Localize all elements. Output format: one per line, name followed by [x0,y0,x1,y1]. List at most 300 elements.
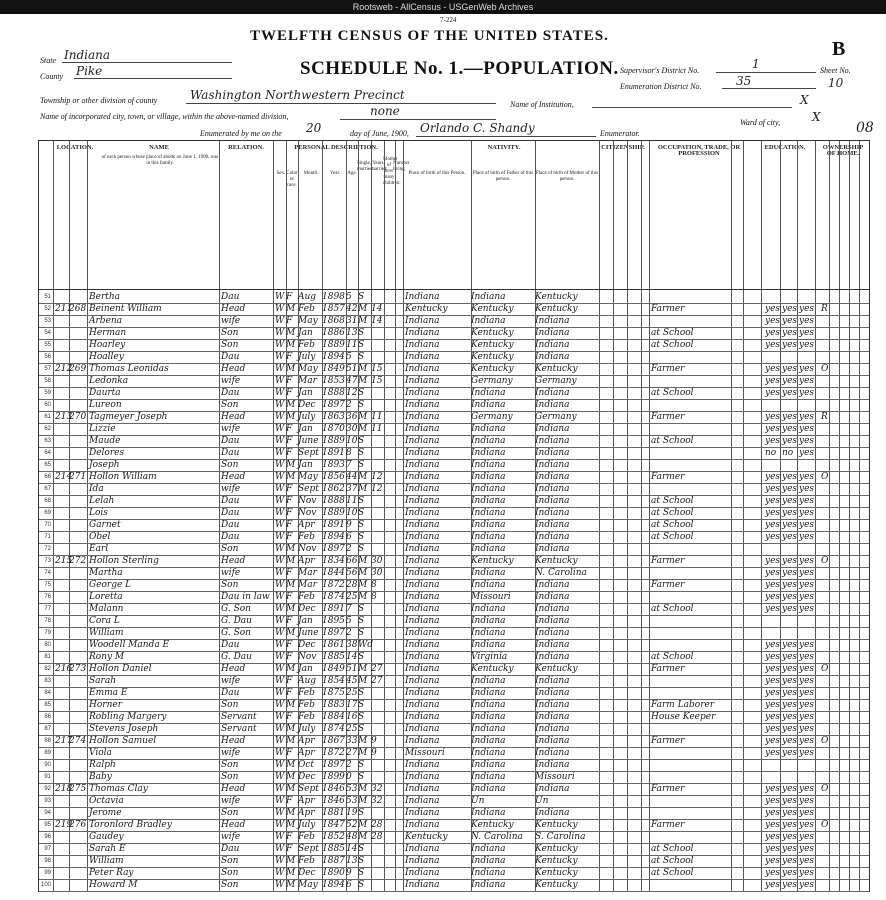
cell-rel: Son [221,328,239,338]
cell-ym: 8 [371,592,377,602]
cell-ym [371,531,384,543]
cell-name: Howard M [89,880,138,890]
cell-name: Arbena [89,316,123,326]
cell-born: Indiana [405,820,440,830]
cell-name: Joseph [89,460,120,470]
cell-mar: Wd [358,640,374,650]
cell-age: 10 [346,508,358,518]
cell-age: 2 [346,760,352,770]
cell-ym [371,639,384,651]
cell-dwell [55,435,69,447]
cell-mother: Indiana [535,580,570,590]
cell-born: Indiana [405,484,440,494]
cell-eng: yes [799,868,815,878]
cell-occ [651,591,731,603]
cell-father: Indiana [471,856,506,866]
cell-month: Dec [298,868,316,878]
cell-dwell [55,627,69,639]
cell-dwell [55,723,69,735]
cell-rel: Head [221,304,246,314]
cell-mother: Indiana [535,424,570,434]
cell-sex: F [286,844,293,854]
cell-mar: M [358,364,368,374]
cell-dwell [55,447,69,459]
cell-ym: 27 [371,664,383,674]
cell-ym [371,507,384,519]
cell-write: no [782,448,794,458]
line-number: 55 [44,342,51,348]
cell-dwell [55,495,69,507]
cell-race: W [275,568,285,578]
cell-age: 5 [346,292,352,302]
cell-fam [69,483,85,495]
cell-age: 7 [346,604,352,614]
cell-mother: Kentucky [535,880,578,890]
cell-rel: Son [221,544,239,554]
cell-own [821,459,831,471]
cell-born: Indiana [405,628,440,638]
cell-eng: yes [799,700,815,710]
cell-born: Indiana [405,400,440,410]
cell-write [782,291,798,303]
cell-father: Indiana [471,544,506,554]
cell-mar: M [358,796,368,806]
cell-own [821,687,831,699]
cell-write [782,459,798,471]
cell-year: 1857 [322,304,345,314]
cell-write: yes [782,832,798,842]
cell-own [821,615,831,627]
cell-ym: 30 [371,556,383,566]
cell-read: yes [765,640,781,650]
cell-ym [371,519,384,531]
cell-ym: 28 [371,832,383,842]
cell-dwell [55,675,69,687]
cell-father: Germany [471,412,513,422]
cell-eng: yes [799,724,815,734]
cell-race: W [275,640,285,650]
cell-read: yes [765,820,781,830]
cell-dwell [55,879,69,891]
cell-own [821,351,831,363]
cell-name: Lois [89,508,108,518]
cell-month: June [298,628,319,638]
cell-mother: Kentucky [535,364,578,374]
institution-mark: X [800,93,809,107]
cell-race: W [275,412,285,422]
cell-occ: House Keeper [651,712,716,722]
cell-read: yes [765,808,781,818]
cell-father: Indiana [471,388,506,398]
line-number: 60 [44,402,51,408]
cell-rel: Dau [221,388,240,398]
cell-dwell [55,567,69,579]
cell-sex: F [286,832,293,842]
cell-race: W [275,748,285,758]
cell-born: Indiana [405,724,440,734]
cell-month: Feb [298,856,315,866]
cell-eng: yes [799,472,815,482]
cell-father: Indiana [471,484,506,494]
cell-mar: S [358,856,365,866]
cell-name: Maude [89,436,121,446]
cell-year: 1891 [322,520,345,530]
cell-dwell [55,759,69,771]
cell-read [765,615,781,627]
cell-month: Apr [298,748,315,758]
cell-ym [371,771,384,783]
cell-sex: M [286,460,296,470]
cell-mar: S [358,700,365,710]
cell-race: W [275,796,285,806]
line-number: 82 [44,666,51,672]
cell-rel: Dau [221,520,240,530]
cell-occ: Farmer [651,736,685,746]
cell-mar: S [358,496,365,506]
cell-year: 1849 [322,364,345,374]
cell-ym [371,495,384,507]
cell-father: Indiana [471,520,506,530]
cell-born: Indiana [405,364,440,374]
cell-read: yes [765,652,781,662]
cell-write: yes [782,376,798,386]
cell-name: Stevens Joseph [89,724,159,734]
cell-occ: at School [651,532,694,542]
cell-year: 1881 [322,808,345,818]
cell-fam: 271 [69,472,87,482]
cell-name: Ledonka [89,376,129,386]
cell-occ: at School [651,436,694,446]
cell-dwell [55,747,69,759]
line-number: 62 [44,426,51,432]
form-number: 7-224 [440,16,457,24]
cell-age: 37 [346,484,358,494]
cell-father: Kentucky [471,352,514,362]
cell-year: 1893 [322,460,345,470]
cell-occ: at School [651,652,694,662]
cell-fam: 275 [69,784,87,794]
cell-father: Indiana [471,700,506,710]
cell-rel: Son [221,868,239,878]
cell-father: Indiana [471,496,506,506]
cell-write: yes [782,316,798,326]
cell-father: Indiana [471,424,506,434]
cell-read: yes [765,412,781,422]
cell-age: 52 [346,820,358,830]
cell-age: 66 [346,556,358,566]
cell-rel: Head [221,364,246,374]
cell-fam [69,339,85,351]
cell-age: 12 [346,388,358,398]
cell-own [821,495,831,507]
cell-read: yes [765,736,781,746]
cell-year: 1854 [322,676,345,686]
cell-occ: Farmer [651,664,685,674]
cell-fam: 272 [69,556,87,566]
cell-own [821,519,831,531]
nativity-header: NATIVITY. [487,144,521,151]
cell-mother: Indiana [535,640,570,650]
cell-eng: yes [799,520,815,530]
cell-race: W [275,688,285,698]
cell-rel: wife [221,316,241,326]
cell-occ [651,423,731,435]
cell-month: Sept [298,448,319,458]
cell-race: W [275,544,285,554]
cell-rel: Dau [221,496,240,506]
cell-eng: yes [799,316,815,326]
cell-year: 1888 [322,496,345,506]
cell-own [821,387,831,399]
cell-sex: M [286,808,296,818]
cell-fam [69,855,85,867]
cell-write: yes [782,340,798,350]
age-header: Age. [347,171,357,176]
cell-father: Indiana [471,880,506,890]
cell-month: Jan [298,388,313,398]
state-value: Indiana [64,48,111,62]
cell-dwell [55,867,69,879]
cell-mar: S [358,844,365,854]
cell-father: Indiana [471,472,506,482]
cell-fam: 274 [69,736,87,746]
cell-race: W [275,700,285,710]
cell-race: W [275,292,285,302]
cell-age: 56 [346,568,358,578]
personal-header: PERSONAL DESCRIPTION. [294,144,378,151]
cell-occ: Farmer [651,580,685,590]
cell-father: Indiana [471,772,506,782]
cell-sex: F [286,796,293,806]
cell-name: Peter Ray [89,868,134,878]
cell-mother: Indiana [535,436,570,446]
cell-own [821,759,831,771]
cell-rel: wife [221,484,241,494]
ward-label: Ward of city, [740,118,781,127]
cell-month: Nov [298,508,317,518]
cell-mar: M [358,304,368,314]
cell-mar: S [358,352,365,362]
cell-ym [371,627,384,639]
cell-rel: Servant [221,724,257,734]
cell-occ [651,675,731,687]
cell-read [765,627,781,639]
cell-dwell [55,687,69,699]
cell-dwell: 217 [55,736,73,746]
cell-dwell [55,771,69,783]
cell-ym: 12 [371,484,383,494]
cell-age: 7 [346,460,352,470]
cell-ym [371,867,384,879]
cell-write [782,615,798,627]
cell-name: Woodell Manda E [89,640,170,650]
cell-month: Apr [298,808,315,818]
cell-name: William [89,856,124,866]
cell-mother: Indiana [535,748,570,758]
cell-mar: M [358,736,368,746]
cell-eng: yes [799,424,815,434]
cell-year: 1889 [322,340,345,350]
county-label: County [40,72,64,81]
cell-name: Gaudey [89,832,124,842]
cell-occ [651,723,731,735]
cell-mother: Indiana [535,448,570,458]
cell-eng: yes [799,832,815,842]
cell-mother: Un [535,796,549,806]
cell-month: Sept [298,784,319,794]
line-number: 76 [44,594,51,600]
marital-header: Single, married. [357,161,374,172]
cell-own [821,483,831,495]
cell-eng: yes [799,688,815,698]
cell-father: Indiana [471,532,506,542]
cell-rel: Dau [221,688,240,698]
cell-mar: S [358,808,365,818]
cell-father: N. Carolina [471,832,523,842]
cell-rel: wife [221,676,241,686]
cell-fam [69,603,85,615]
cell-mother: Indiana [535,784,570,794]
cell-born: Indiana [405,472,440,482]
corner-mark: 08 [856,120,874,136]
cell-race: W [275,328,285,338]
cell-occ: at School [651,520,694,530]
cell-age: 17 [346,700,358,710]
cell-age: 19 [346,808,358,818]
cell-write: yes [782,652,798,662]
cell-father: Indiana [471,784,506,794]
cell-rel: Dau [221,448,240,458]
cell-race: W [275,472,285,482]
cell-mother: Kentucky [535,556,578,566]
cell-year: 1891 [322,604,345,614]
cell-name: Hollon William [89,472,157,482]
cell-age: 13 [346,856,358,866]
cell-mother: Indiana [535,544,570,554]
cell-month: Mar [298,568,317,578]
cell-born: Indiana [405,568,440,578]
cell-born: Indiana [405,556,440,566]
cell-mother: Indiana [535,604,570,614]
cell-age: 8 [346,448,352,458]
cell-eng: yes [799,856,815,866]
cell-eng [799,543,815,555]
cell-age: 42 [346,304,358,314]
enumerator-label: Enumerator. [600,129,640,138]
cell-own [821,627,831,639]
cell-read: yes [765,844,781,854]
cell-year: 1852 [322,832,345,842]
cell-ym [371,387,384,399]
cell-mar: S [358,616,365,626]
cell-own: O [821,784,829,794]
cell-fam [69,579,85,591]
cell-own [821,435,831,447]
cell-sex: M [286,880,296,890]
line-number: 96 [44,834,51,840]
cell-dwell [55,639,69,651]
cell-dwell [55,315,69,327]
cell-ym [371,699,384,711]
cell-race: W [275,652,285,662]
cell-sex: F [286,676,293,686]
cell-year: 1894 [322,880,345,890]
cell-race: W [275,712,285,722]
cell-rel: Dau [221,352,240,362]
cell-dwell: 214 [55,472,73,482]
cell-race: W [275,880,285,890]
cell-month: Sept [298,484,319,494]
cell-rel: Head [221,412,246,422]
cell-sex: M [286,784,296,794]
cell-own [821,747,831,759]
cell-born: Indiana [405,796,440,806]
cell-write: yes [782,676,798,686]
cell-eng: yes [799,340,815,350]
cell-ym: 15 [371,364,383,374]
cell-year: 1897 [322,400,345,410]
cell-born: Indiana [405,580,440,590]
census-title: TWELFTH CENSUS OF THE UNITED STATES. [250,28,609,44]
cell-ym: 11 [371,412,383,422]
cell-mother: Indiana [535,532,570,542]
cell-own: O [821,364,829,374]
cell-occ [651,795,731,807]
cell-sex: M [286,820,296,830]
cell-month: Aug [298,292,317,302]
cell-age: 28 [346,580,358,590]
incorporated-value: none [370,104,400,118]
cell-mar: M [358,748,368,758]
cell-read: yes [765,340,781,350]
cell-occ [651,459,731,471]
cell-own: O [821,736,829,746]
cell-rel: G. Son [221,628,251,638]
cell-month: Dec [298,772,316,782]
cell-month: Feb [298,832,315,842]
cell-dwell: 219 [55,820,73,830]
cell-ym [371,759,384,771]
cell-age: 2 [346,400,352,410]
cell-month: Sept [298,844,319,854]
cell-dwell: 215 [55,556,73,566]
cell-fam [69,639,85,651]
line-number: 83 [44,678,51,684]
cell-sex: M [286,472,296,482]
cell-mother: Kentucky [535,820,578,830]
cell-race: W [275,520,285,530]
cell-mar: S [358,712,365,722]
cell-sex: M [286,604,296,614]
header-rule [39,289,869,290]
cell-year: 1889 [322,508,345,518]
cell-dwell [55,387,69,399]
cell-mother: Indiana [535,328,570,338]
cell-father: Indiana [471,688,506,698]
cell-own [821,339,831,351]
cell-born: Indiana [405,436,440,446]
cell-race: W [275,496,285,506]
cell-name: Jerome [89,808,122,818]
cell-fam [69,675,85,687]
cell-read: yes [765,880,781,890]
cell-sex: F [286,376,293,386]
cell-occ [651,483,731,495]
cell-sex: M [286,544,296,554]
cell-month: Mar [298,580,317,590]
cell-dwell: 218 [55,784,73,794]
cell-sex: M [286,856,296,866]
